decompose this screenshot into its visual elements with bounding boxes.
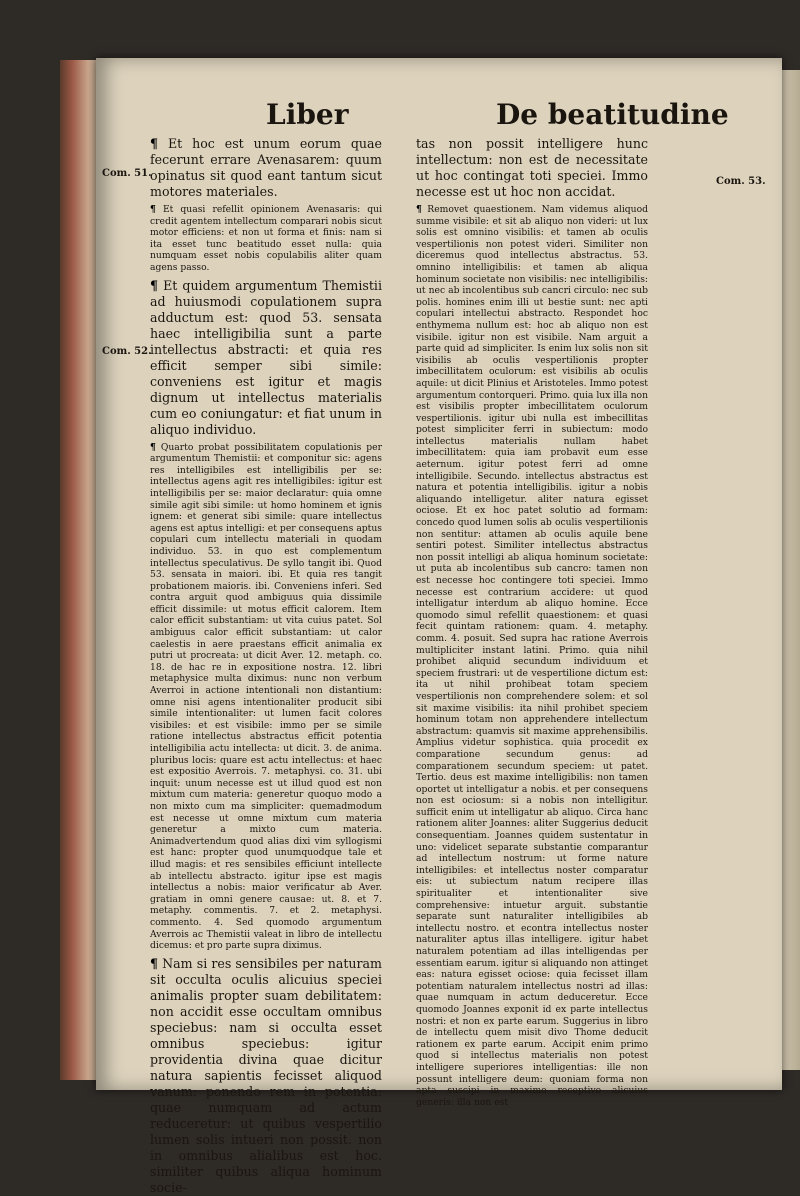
text-column-left: [150, 136, 383, 1195]
page-edge-left: [60, 60, 100, 1080]
paragraph-text: Et quasi refellit opinionem Avenasaris: qui credit agentem intellectum comparari nobis sicut motor efficiens: et non ut forma et finis: nam si ita esset tunc beatitudo esset nulla: quia numquam esset nobis copulabilis aliter quam agens passo.: [150, 204, 383, 273]
running-head-right: De beatitudine: [496, 98, 729, 131]
page-edge-right: [782, 70, 800, 1070]
paragraph: [150, 136, 382, 200]
paragraph-text: Nam si res sensibiles per naturam sit occulta oculis alicuius speciei animalis propter suam debilitatem: non accidit esse occultam omnibus speciebus: nam si occulta esset omnibus speciebus: igitur providentia divina quae dicitur natura sapientis fecisset aliquod vanum: ponendo rem in potentia: quae numquam ad actum reduceretur: ut quibus vespertilio lumen solis intueri non possit. non in omnibus alialibus est hoc. similiter quibus aliqua hominum socie-: [150, 955, 382, 1195]
paragraph-text: Et hoc est unum eorum quae fecerunt errare Avenasarem: quum opinatus sit quod eant tantum sicut motores materiales.: [150, 136, 382, 199]
paragraph-mark-icon: ¶: [150, 136, 159, 151]
paragraph: [150, 278, 382, 438]
paragraph: [150, 956, 382, 1196]
margin-note-comm53: Com. 53.: [716, 176, 766, 187]
paragraph-text: Et quidem argumentum Themistii ad huiusmodi copulationem supra adductum est: quod 53. sensata haec intelligibilia sunt a parte intellectus abstracti: et quia res efficit semper sibi simile: conveniens est igitur et magis dignum ut intellectus materialis cum eo coniungatur: et fiat unum in aliquo individuo.: [150, 277, 382, 437]
book-page: [96, 58, 782, 1195]
paragraph-mark-icon: ¶: [150, 204, 156, 215]
paragraph-mark-icon: ¶: [150, 277, 159, 293]
margin-note-comm52: Com. 52.: [102, 346, 152, 357]
paragraph-text: tas non possit intelligere hunc intellectum: non est de necessitate ut hoc contingat toti speciei. Immo necesse est ut hoc non accidat.: [416, 136, 648, 199]
paragraph-mark-icon: ¶: [150, 955, 159, 971]
running-head-left: Liber: [266, 98, 349, 131]
paragraph-mark-icon: ¶: [416, 204, 422, 215]
paragraph-text: Quarto probat possibilitatem copulationis per argumentum Themistii: et componitur sic: agens res intelligibiles est intelligibilis per se: intellectus agens agit res intelligibiles: igitur est intelligibilis per se: maior declaratur: quia omne simile agit sibi simile: ut homo hominem et ignis ignem: et generat sibi simile: quare intellectus agens est aptus intelligi: et per consequens aptus copulari cum intellectu materiali in quodam individuo. 53. in quo est complementum intellectus speculativus. De syllo tangit ibi. Quod 53. sensata in maiori. ibi. Et quia res tangit probationem maioris. ibi. Conveniens inferi. Sed contra arguit quod ambiguus quia dissimile efficit dissimile: ut motus efficit calorem. Item calor efficit substantiam: ut vita cuius patet. Sol ambiguus calor efficit substantiam: ut calor caelestis in aere praestans efficit animalia ex putri ut procreata: ut dicit Aver. 12. metaph. co. 18. de hac re in expositione nostra. 12. libri metaphysice multa diximus: nunc non verbum Averroi in actione intentionali non distantium: omne nisi agens intentionaliter producit sibi simile intentionaliter: ut lumen facit colores visibiles: et est visibile: immo per se simile ratione intellectus abstractus efficit potentia intelligibilia actu intellecta: ut dicit. 3. de anima. pluribus locis: quare est actu intellectus: et haec est expositio Averrois. 7. metaphysi. co. 31. ubi inquit: unum necesse est ut illud quod est non mixtum cum materia: generetur quoquo modo a non mixto cum ma simpliciter: quemadmodum est necesse ut omne mixtum cum materia generetur a mixto cum materia. Animadvertendum quod alias dixi vim syllogismi est hanc: propter quod unumquodque tale et illud magis: et res sensibiles efficiunt intellecte ab intellectu abstracto. igitur ipse est magis intellectus a nobis: maior verificatur ab Aver. gratiam in omni genere causae: ut. 8. et 7. metaphy. commentis. 7. et 2. metaphysi. commento. 4. Sed quomodo argumentum Averrois ac Themistii valeat in libro de intellectu dicemus: et pro parte supra diximus.: [150, 441, 382, 952]
text-column-right: [416, 136, 649, 1108]
paragraph-mark-icon: ¶: [150, 441, 156, 453]
paragraph: [150, 204, 382, 274]
paragraph: [150, 442, 382, 952]
paragraph-text: Removet quaestionem. Nam videmus aliquod summe visibile: et sit ab aliquo non videri: ut lux solis est omnino visibilis: et tamen ab oculis vespertilionis non potest videri. Similiter non diceremus quod intellectus abstractus. 53. omnino intelligibilis: et tamen ab aliqua hominum societate non visibilis: nec intelligibilis: ut nec ab incolentibus sub cancri circulo: nec sub polis. homines enim illi ut bestie sunt: nec apti copulari intellectui abstracto. Respondet hoc enthymema nullum est: hoc ab aliquo non est visibile. igitur non est visibile. Nam arguit a parte quid ad simpliciter. Is enim lux solis non sit visibilis ab oculis vespertilionis propter imbecillitatem oculorum: est visibilis ab oculis aquile: ut dicit Plinius et Aristoteles. Immo potest argumentum contorqueri. Primo. quia lux illa non est visibilis propter imbecillitatem oculorum vespertilionis. igitur ubi nulla est imbecillitas potest simpliciter ferri in subiectum: modo intellectus materialis nullam habet imbecillitatem: quia iam probavit eum esse aeternum. igitur potest ferri ad omne intelligibile. Secundo. intellectus abstractus est natura et potentia intelligibilis. igitur a nobis aliquando intelligetur. aliter natura egisset ociose. Et ex hoc patet solutio ad formam: concedo quod lumen solis ab oculis vespertilionis non sentitur: attamen ab oculis aquile bene sentiri potest. Similiter intellectus abstractus non possit intelligi ab aliqua hominum societate: ut puta ab incolentibus sub cancro: tamen non est necesse hoc contingere toti speciei. Immo necesse est contrarium accidere: ut quod intelligatur interdum ab aliquo homine. Ecce quomodo simul refellit quaestionem: et quasi fecit quintam rationem: quam. 4. metaphy. comm. 4. posuit. Sed supra hac ratione Averrois multipliciter instant latini. Primo. quia nihil prohibet aliquid secundum individuum et speciem frustrari: ut de vespertilione dictum est: ita ut nihil prohibeat totam speciem vespertilionis non comprehendere solem: et sol sit maxime visibilis: ita nihil prohibet speciem hominum totam non apprehendere intellectum abstractum: quamvis sit maxime apprehensibilis. Amplius videtur sophistica. quia procedit ex comparatione secundum genus: ad comparationem secundum speciem: ut patet. Tertio. deus est maxime intelligibilis: non tamen oportet ut intelligatur a nobis. et per consequens non est ociosum: si a nobis non intelligitur. sufficit enim ut intelligatur ab aliquo. Circa hanc rationem aliter Joannes: aliter Suggerius deducit consequentiam. Joannes quidem sustentatur in uno: videlicet separate substantie comparantur ad intellectum nostrum: ut forme nature intelligibiles: et intellectus noster comparatur eis: ut subiectum natum recipere illas spiritualiter et intentionaliter sive comprehensive: intuetur arguit. substantie separate sunt naturaliter intelligibiles ab intellectu nostro. et econtra intellectus noster naturaliter aptus illas intelligere. igitur habet naturalem potentiam ad illas intelligendas per essentiam earum. igitur si aliquando non attinget eas: natura egisset ociose: quia fecisset illam potentiam naturalem intellectus nostri ad illas: quae numquam in actum deduceretur. Ecce quomodo Joannes exponit id ex parte intellectus nostri: et non ex parte earum. Suggerius in libro de intellectu quem misit divo Thome deducit rationem ex parte earum. Accipit enim primo quod si intellectus materialis non potest intelligere superiores intelligentias: ille non possunt intelligere deum: quoniam forma non apta suscipi in maximo receptivo alicuius generis: illa non est: [416, 204, 649, 1108]
paragraph: [416, 136, 648, 200]
margin-note-comm51: Com. 51.: [102, 168, 152, 179]
paragraph: [416, 204, 648, 1108]
